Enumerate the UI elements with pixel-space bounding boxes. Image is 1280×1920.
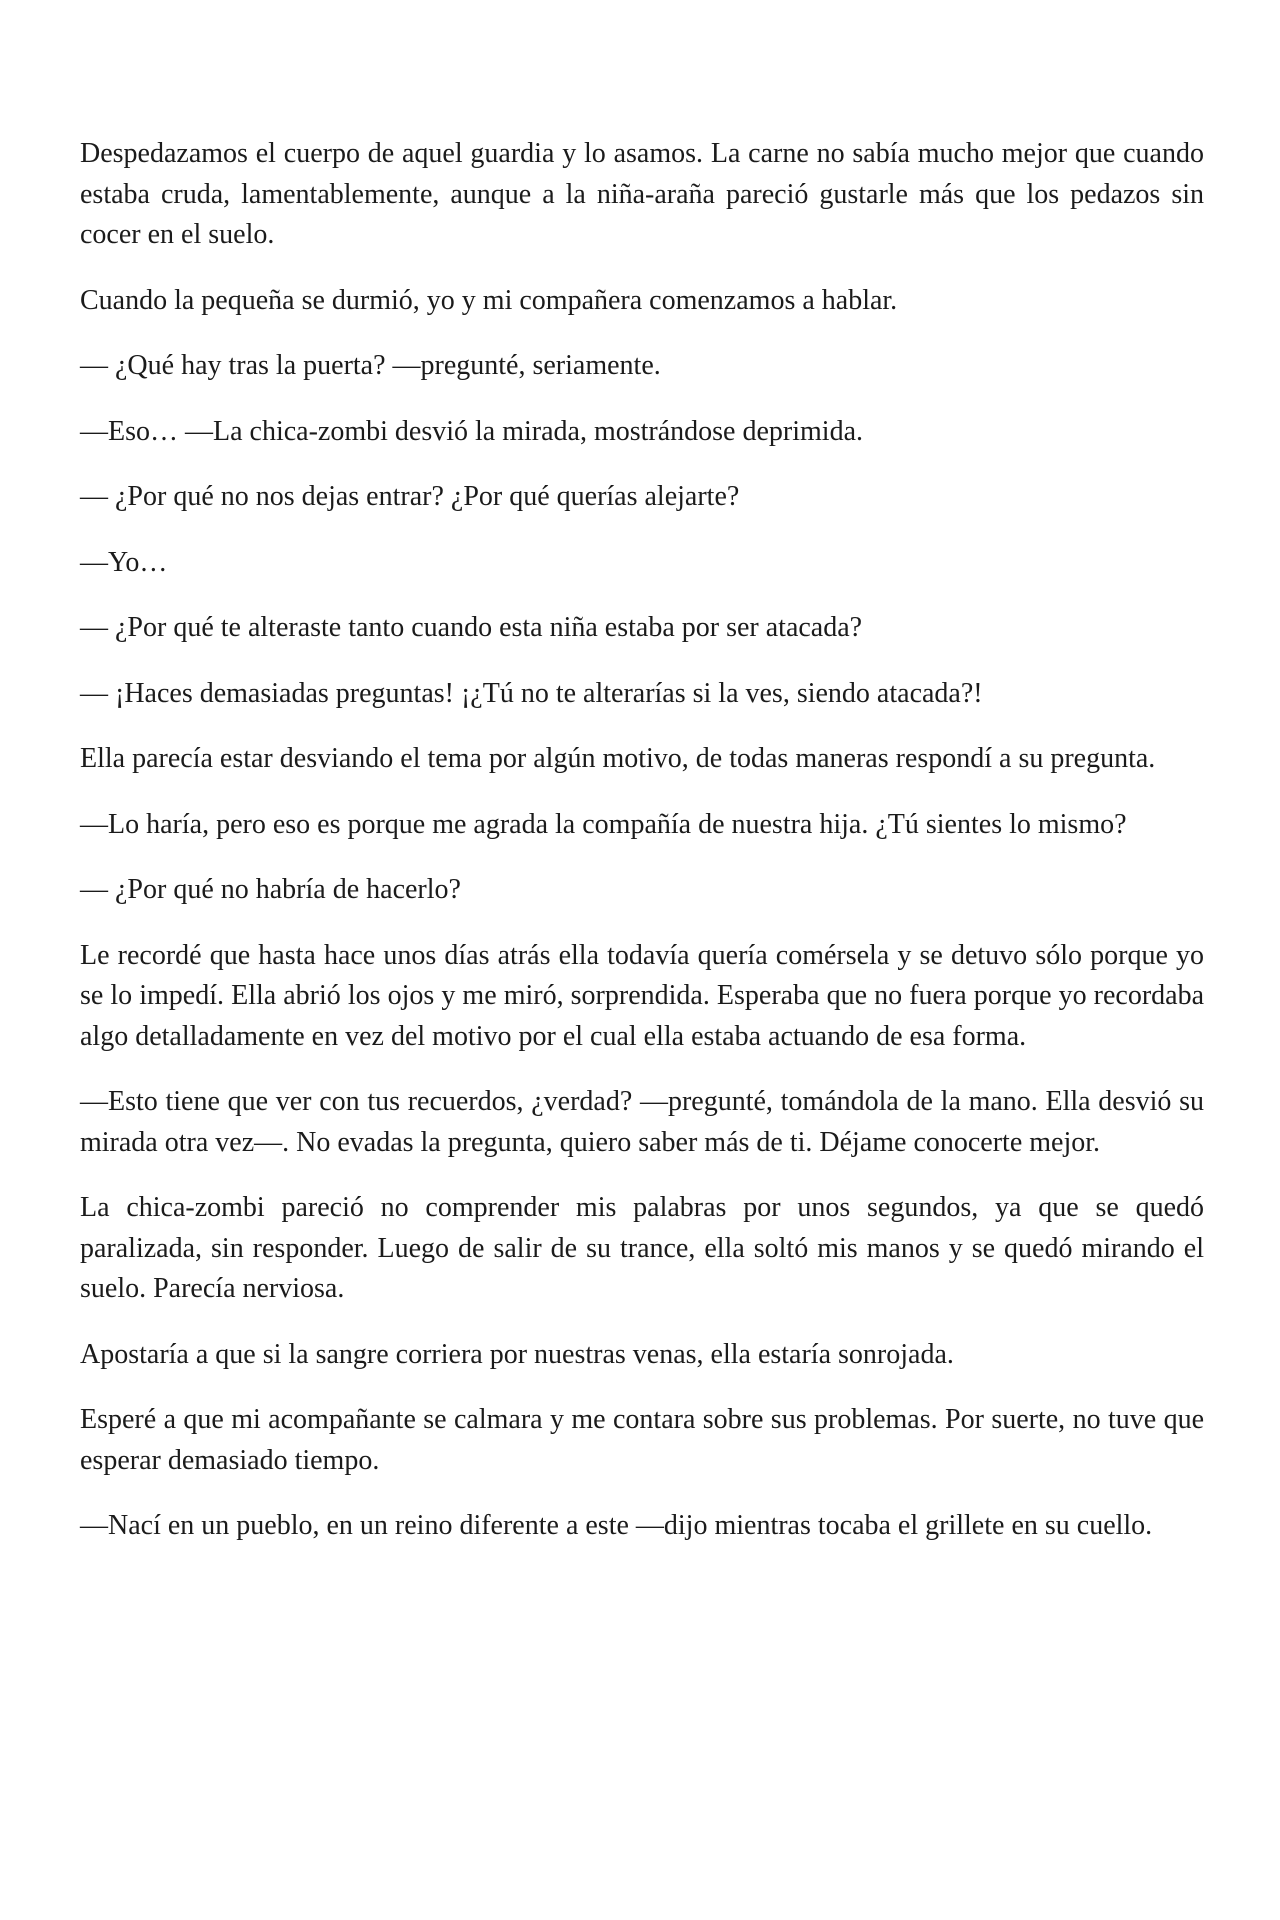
document-page xyxy=(80,134,1204,1572)
dialogue-line: —Nací en un pueblo, en un reino diferente a este —dijo mientras tocaba el grillete en su cuello. xyxy=(80,1510,1153,1541)
dialogue-line: — ¡Haces demasiadas preguntas! ¡¿Tú no te alterarías si la ves, siendo atacada?! xyxy=(80,677,983,709)
dialogue-line: —Lo haría, pero eso es porque me agrada la compañía de nuestra hija. ¿Tú sientes lo mismo? xyxy=(80,808,1127,840)
dialogue-line: — ¿Por qué no habría de hacerlo? xyxy=(80,874,461,905)
paragraph: Cuando la pequeña se durmió, yo y mi compañera comenzamos a hablar. xyxy=(80,284,898,316)
paragraph: La chica-zombi pareció no comprender mis palabras por unos segundos, ya que se quedó paralizada, sin responder. Luego de salir de su trance, ella soltó mis manos y se quedó mirando el suelo. Parecía nerviosa. xyxy=(80,1192,1204,1304)
paragraph: Despedazamos el cuerpo de aquel guardia y lo asamos. La carne no sabía mucho mejor que cuando estaba cruda, lamentablemente, aunque a la niña-araña pareció gustarle más que los pedazos sin cocer en el suelo. xyxy=(80,138,1204,250)
dialogue-line: —Eso… —La chica-zombi desvió la mirada, mostrándose deprimida. xyxy=(80,415,864,447)
paragraph: Esperé a que mi acompañante se calmara y me contara sobre sus problemas. Por suerte, no tuve que esperar demasiado tiempo. xyxy=(80,1404,1204,1476)
paragraph: Apostaría a que si la sangre corriera por nuestras venas, ella estaría sonrojada. xyxy=(80,1338,954,1370)
paragraph: Le recordé que hasta hace unos días atrás ella todavía quería comérsela y se detuvo sólo porque yo se lo impedí. Ella abrió los ojos y me miró, sorprendida. Esperaba que no fuera porque yo recordaba algo detalladamente en vez del motivo por el cual ella estaba actuando de esa forma. xyxy=(80,939,1204,1052)
dialogue-line: —Yo… xyxy=(80,546,168,578)
dialogue-line: — ¿Por qué no nos dejas entrar? ¿Por qué querías alejarte? xyxy=(80,481,740,512)
paragraph: Ella parecía estar desviando el tema por algún motivo, de todas maneras respondí a su pregunta. xyxy=(80,743,1156,774)
dialogue-line: —Esto tiene que ver con tus recuerdos, ¿verdad? —pregunté, tomándola de la mano. Ella desvió su mirada otra vez—. No evadas la pregunta, quiero saber más de ti. Déjame conocerte mejor. xyxy=(80,1086,1204,1158)
dialogue-line: — ¿Por qué te alteraste tanto cuando esta niña estaba por ser atacada? xyxy=(80,612,863,643)
dialogue-line: — ¿Qué hay tras la puerta? —pregunté, seriamente. xyxy=(80,350,661,381)
